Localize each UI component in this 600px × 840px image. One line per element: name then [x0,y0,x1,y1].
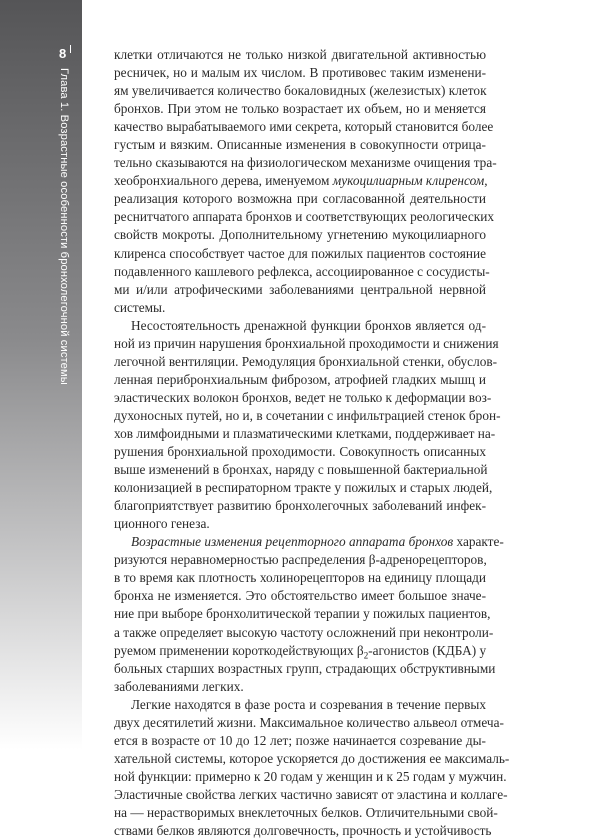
paragraph [114,533,504,695]
paragraph [114,46,497,317]
text-line: ям увеличивается количество бокаловидных (железистых) клеток [114,83,487,99]
text-line: подавленного кашлевого рефлекса, ассоциированное с сосудисты- [114,263,490,279]
text-line: качество вырабатываемого ими секрета, который становится более [114,119,494,135]
text-line: ресничек, но и малым их числом. В противовес таким изменени- [114,65,486,81]
running-head: Глава 1. Возрастные особенности бронхолегочной системы [58,68,70,385]
text-line: Несостоятельность дренажной функции бронхов является од- [131,317,486,333]
text-line: клетки отличаются не только низкой двигательной активностью [114,47,486,62]
text-line: бронха не изменяется. Это обстоятельство имеет большое значе- [114,588,486,604]
text-line: двух десятилетий жизни. Максимальное количество альвеол отмеча- [114,714,504,730]
text-line: ной из причин нарушения бронхиальной проходимости и снижения [114,335,499,351]
body-text [114,46,510,840]
text-line: реснитчатого аппарата бронхов и соответствующих реологических [114,209,495,225]
term-receptor-changes: Возрастные изменения рецепторного аппарата бронхов [131,534,454,550]
text-line: Легкие находятся в фазе роста и созревания в течение первых [131,696,486,712]
text-line: рушения бронхиальной проходимости. Совокупность описанных [114,444,486,460]
text-line: ми и/или атрофическими заболеваниями центральной нервной [114,281,486,297]
term-mucociliary-clearance: мукоцилиарным клиренсом [332,173,485,189]
text-line: клиренса способствует частое для пожилых пациентов состояние [114,245,486,261]
text-line: тельно сказываются на физиологическом механизме очищения тра- [114,155,497,171]
text-line: легочной вентиляции. Ремодуляция бронхиальной стенки, обуслов- [114,353,498,369]
text-line: в то время как плотность холинорецепторов на единицу площади [114,570,486,586]
text-line: а также определяет высокую частоту осложнений при неконтроли- [114,624,494,640]
text-line: свойств мокроты. Дополнительному угнетению мукоцилиарного [114,227,486,243]
chapter-sidebar [0,0,82,750]
text-line: Эластичные свойства легких частично зависят от эластина и коллаге- [114,786,508,802]
text-run: хеобронхиального дерева, именуемом [114,173,333,189]
text-run: руемом применении короткодействующих β [114,642,364,658]
text-line: реализация которого возможна при согласованной деятельности [114,191,486,207]
text-run: характе- [453,534,504,550]
text-line: ной функции: примерно к 20 годам у женщин и к 25 годам у мужчин. [114,768,507,784]
text-line [114,642,486,660]
text-line [114,533,504,551]
text-run: -агонистов (КДБА) у [368,642,487,658]
text-line: на — нерастворимых внеклеточных белков. Отличительными свой- [114,804,498,820]
text-line: выше изменений в бронхах, наряду с повышенной бактериальной [114,462,488,478]
text-line: ние при выборе бронхолитической терапии у пожилых пациентов, [114,606,491,622]
text-line [114,172,486,190]
text-line: ется в возрасте от 10 до 12 лет; позже начинается созревание ды- [114,732,486,748]
text-line: бронхов. При этом не только возрастает их объем, но и меняется [114,101,486,117]
text-line: системы. [114,299,166,315]
paragraph [114,317,501,534]
subscript: 2 [363,650,369,661]
text-line: хательной системы, которое ускоряется до достижения ее максималь- [114,750,510,766]
paragraph [114,696,510,840]
text-line: заболеваниями легких. [114,678,244,694]
page-number-divider [70,45,71,53]
text-line: колонизацией в респираторном тракте у пожилых и старых людей, [114,480,493,496]
text-line: густым и вязким. Описанные изменения в совокупности отрица- [114,137,486,153]
text-line: больных старших возрастных групп, страдающих обструктивными [114,660,496,676]
text-line: хов лимфоидными и плазматическими клетками, поддерживает на- [114,425,496,441]
text-line: ствами белков являются долговечность, прочность и устойчивость [114,823,492,839]
text-line: благоприятствует развитию бронхолегочных заболеваний инфек- [114,498,486,514]
text-line: ленная перибронхиальным фиброзом, атрофией гладких мышц и [114,371,486,387]
text-line: ционного генеза. [114,516,210,532]
text-line: духоносных путей, но и, в сочетании с инфильтрацией стенок брон- [114,407,501,423]
text-line: эластических волокон бронхов, ведет не только к деформации воз- [114,389,492,405]
page-number: 8 [59,46,67,61]
text-line: ризуются неравномерностью распределения β-адренорецепторов, [114,552,487,568]
text-run: , [484,173,488,189]
